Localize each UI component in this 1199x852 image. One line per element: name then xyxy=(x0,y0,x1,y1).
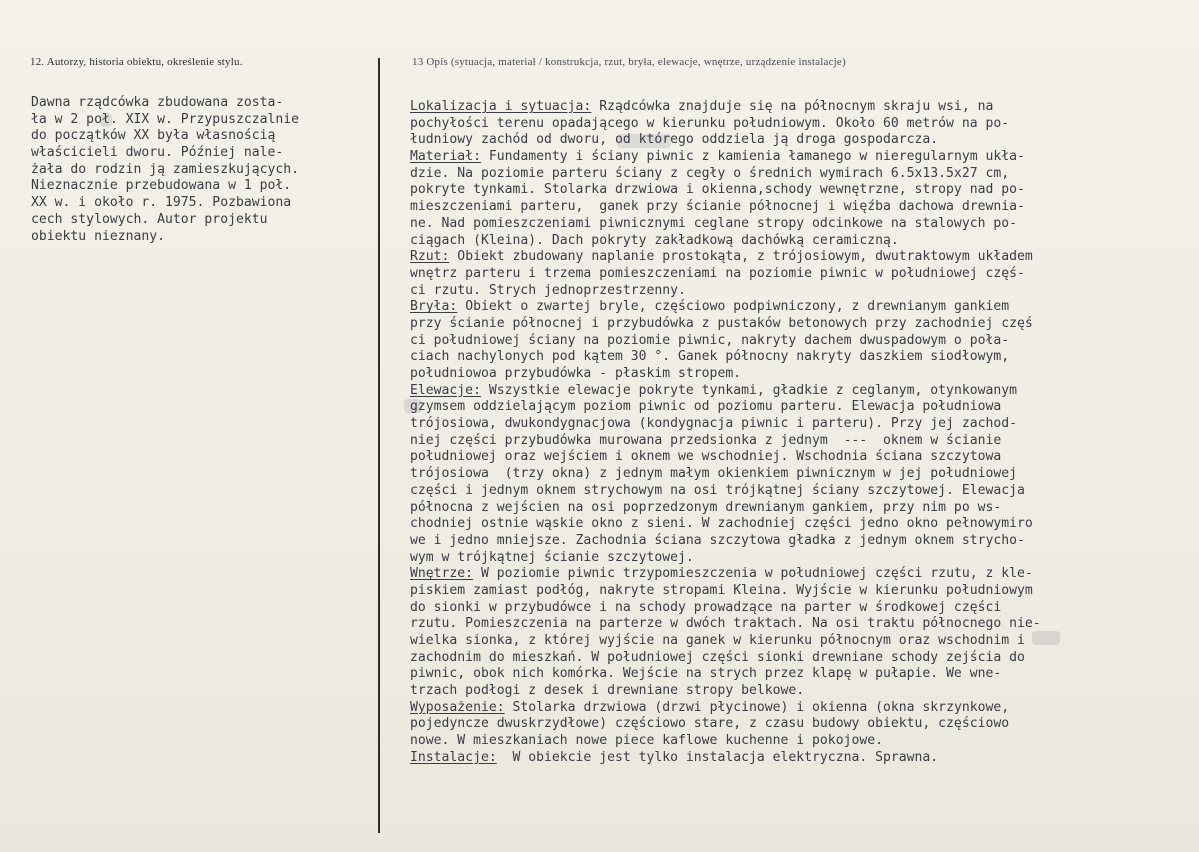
description-text: ciągach (Kleina). Dach pokryty zakładkową dachówką ceramiczną. xyxy=(410,232,899,248)
description-text: pojedyncze dwuskrzydłowe) częściowo stare, z czasu budowy obiektu, częściowo xyxy=(410,716,1010,732)
description-text-line xyxy=(410,149,1190,166)
description-text-line xyxy=(410,182,1190,199)
description-text-line xyxy=(410,483,1190,500)
description-text: łudniowy zachód od dworu, od którego oddziela ją droga gospodarcza. xyxy=(410,132,939,148)
description-text: trzach podłogi z desek i drewniane stropy belkowe. xyxy=(410,683,805,699)
description-text-line xyxy=(410,566,1190,583)
description-text: ci rzutu. Strych jednoprzestrzenny. xyxy=(410,282,686,298)
description-text-line xyxy=(410,616,1190,633)
description-text: mieszczeniami parteru, ganek przy ścianie północnej i więźba dachowa drewnia- xyxy=(410,199,1025,215)
description-text: Fundamenty i ściany piwnic z kamienia łamanego w nieregularnym ukła- xyxy=(480,149,1025,165)
description-text: Rządcówka znajduje się na północnym skraju wsi, na xyxy=(591,99,994,114)
section-label: Materiał: xyxy=(410,149,481,165)
description-text: piwnic, obok nich komórka. Wejście na strych przez klapę w pułapie. We wne- xyxy=(410,666,1002,682)
description-text-line xyxy=(410,683,1190,700)
description-text-line xyxy=(410,550,1190,567)
history-text-line: cech stylowych. Autor projektu xyxy=(31,211,268,227)
section-label: Elewacje: xyxy=(410,382,481,398)
history-text-line: ła w 2 poł. XIX w. Przypuszczalnie xyxy=(31,111,300,127)
description-text-line xyxy=(410,333,1190,350)
description-text: nowe. W mieszkaniach nowe piece kaflowe kuchenne i pokojowe. xyxy=(410,733,883,749)
description-text-line xyxy=(410,533,1190,550)
section-label: Bryła: xyxy=(410,299,458,315)
description-text: piskiem zamiast podłóg, nakryte stropami Kleina. Wyjście w kierunku południowym xyxy=(410,582,1033,598)
description-text-line xyxy=(410,733,1190,750)
column-divider xyxy=(378,58,380,833)
description-text: ne. Nad pomieszczeniami piwnicznymi ceglane stropy odcinkowe na stalowych po- xyxy=(410,215,1017,231)
description-text-line xyxy=(410,216,1190,233)
description-text: pochyłości terenu opadającego w kierunku południowym. Około 60 metrów na po- xyxy=(410,115,1010,131)
section-12-header: 12. Autorzy, historia obiektu, określenie stylu. xyxy=(30,56,243,68)
description-text: ci południowej ściany na poziomie piwnic, nakryty dachem dwuspadowym o poła- xyxy=(410,332,1010,348)
description-text: W obiekcie jest tylko instalacja elektryczna. Sprawna. xyxy=(496,749,939,765)
description-text-line xyxy=(410,249,1190,266)
description-text-line xyxy=(410,233,1190,250)
section-label: Lokalizacja i sytuacja: xyxy=(410,99,592,114)
description-text-line xyxy=(410,700,1190,717)
history-text-line: właścicieli dworu. Później nale- xyxy=(31,145,284,161)
description-text-line xyxy=(410,716,1190,733)
description-text: Obiekt zbudowany naplanie prostokąta, z trójosiowym, dwutraktowym układem xyxy=(449,249,1033,265)
description-text-line xyxy=(410,99,1190,116)
description-text-line xyxy=(410,466,1190,483)
section-label: Rzut: xyxy=(410,249,450,265)
description-text-line xyxy=(410,166,1190,183)
description-text: północna z wejścien na osi poprzedzonym drewnianym gankiem, przy nim po ws- xyxy=(410,499,1002,515)
description-text-line xyxy=(410,366,1190,383)
description-text-line xyxy=(410,449,1190,466)
description-text: dzie. Na poziomie parteru ściany z cegły o średnich wymirach 6.5x13.5x27 cm, xyxy=(410,165,1010,181)
description-text: we i jedno mniejsze. Zachodnia ściana szczytowa gładka z jednym oknem strycho- xyxy=(410,532,1025,548)
description-text: rzutu. Pomieszczenia na parterze w dwóch traktach. Na osi traktu północnego nie- xyxy=(410,616,1041,632)
description-text-line xyxy=(410,266,1190,283)
description-text: gzymsem oddzielającym poziom piwnic od poziomu parteru. Elewacja południowa xyxy=(410,399,1002,415)
description-text: zachodnim do mieszkań. W południowej części sionki drewniane schody zejścia do xyxy=(410,649,1025,665)
description-text-column xyxy=(410,99,1190,767)
history-text-line: Nieznacznie przebudowana w 1 poł. xyxy=(31,178,292,194)
description-text: południowoa przybudówka - płaskim stropem. xyxy=(410,366,742,381)
history-text-line: XX w. i około r. 1975. Pozbawiona xyxy=(31,195,292,211)
description-text-line xyxy=(410,633,1190,650)
section-label: Wnętrze: xyxy=(410,566,474,582)
description-text-line xyxy=(410,199,1190,216)
history-text-line: Dawna rządcówka zbudowana zosta- xyxy=(31,95,284,110)
history-text-line: żała do rodzin ją zamieszkujących. xyxy=(31,161,300,177)
description-text-line xyxy=(410,583,1190,600)
description-text: południowej oraz wejściem i oknem we wschodniej. Wschodnia ściana szczytowa xyxy=(410,449,1002,465)
description-text: trójosiowa (trzy okna) z jednym małym okienkiem piwnicznym w jej południowej xyxy=(410,466,1017,482)
description-text-line xyxy=(410,433,1190,450)
description-text-line xyxy=(410,116,1190,133)
description-text: pokryte tynkami. Stolarka drzwiowa i okienna,schody wewnętrzne, stropy nad po- xyxy=(410,182,1025,198)
description-text: Obiekt o zwartej bryle, częściowo podpiwniczony, z drewnianym gankiem xyxy=(457,299,1010,315)
description-text-line xyxy=(410,650,1190,667)
description-text-line xyxy=(410,600,1190,617)
history-text-line: obiektu nieznany. xyxy=(31,228,166,244)
description-text-line xyxy=(410,132,1190,149)
description-text: wnętrz parteru i trzema pomieszczeniami na poziomie piwnic w południowej częś- xyxy=(410,265,1025,281)
description-text-line xyxy=(410,750,1190,767)
description-text-line xyxy=(410,316,1190,333)
description-text-line xyxy=(410,399,1190,416)
description-text-line xyxy=(410,666,1190,683)
description-text: wym w trójkątnej ścianie szczytowej. xyxy=(410,549,694,565)
description-text-line xyxy=(410,349,1190,366)
description-text: przy ścianie północnej i przybudówka z pustaków betonowych przy zachodniej częś xyxy=(410,315,1033,331)
description-text: W poziomie piwnic trzypomieszczenia w południowej części rzutu, z kle- xyxy=(473,566,1033,582)
description-text: Wszystkie elewacje pokryte tynkami, gładkie z ceglanym, otynkowanym xyxy=(480,382,1018,398)
history-text-line: do początków XX była własnością xyxy=(31,128,276,144)
description-text-line xyxy=(410,299,1190,316)
description-text-line xyxy=(410,283,1190,300)
description-text: do sionki w przybudówce i na schody prowadzące na parter w środkowej części xyxy=(410,599,1002,615)
description-text: Stolarka drzwiowa (drzwi płycinowe) i okienna (okna skrzynkowe, xyxy=(504,699,1010,715)
section-13-header: 13 Opis (sytuacja, materiał / konstrukcja, rzut, bryła, elewacje, wnętrze, urządzenie instalacje) xyxy=(412,56,846,68)
description-text: trójosiowa, dwukondygnacjowa (kondygnacja piwnic i parteru). Przy jej zachod- xyxy=(410,416,1017,432)
history-text-column xyxy=(31,95,376,245)
description-text-line xyxy=(410,383,1190,400)
description-text: niej części przybudówka murowana przedsionka z jednym --- oknem w ścianie xyxy=(410,432,1002,448)
description-text: części i jednym oknem strychowym na osi trójkątnej ściany szczytowej. Elewacja xyxy=(410,482,1025,498)
section-label: Wyposażenie: xyxy=(410,699,505,715)
description-text: chodniej ostnie wąskie okno z sieni. W zachodniej części jedno okno pełnowymiro xyxy=(410,516,1033,532)
description-text-line xyxy=(410,500,1190,517)
description-text-line xyxy=(410,516,1190,533)
section-label: Instalacje: xyxy=(410,749,497,765)
description-text: ciach nachylonych pod kątem 30 °. Ganek północny nakryty daszkiem siodłowym, xyxy=(410,349,1010,365)
description-text: wielka sionka, z której wyjście na ganek w kierunku północnym oraz wschodnim i xyxy=(410,633,1025,648)
description-text-line xyxy=(410,416,1190,433)
